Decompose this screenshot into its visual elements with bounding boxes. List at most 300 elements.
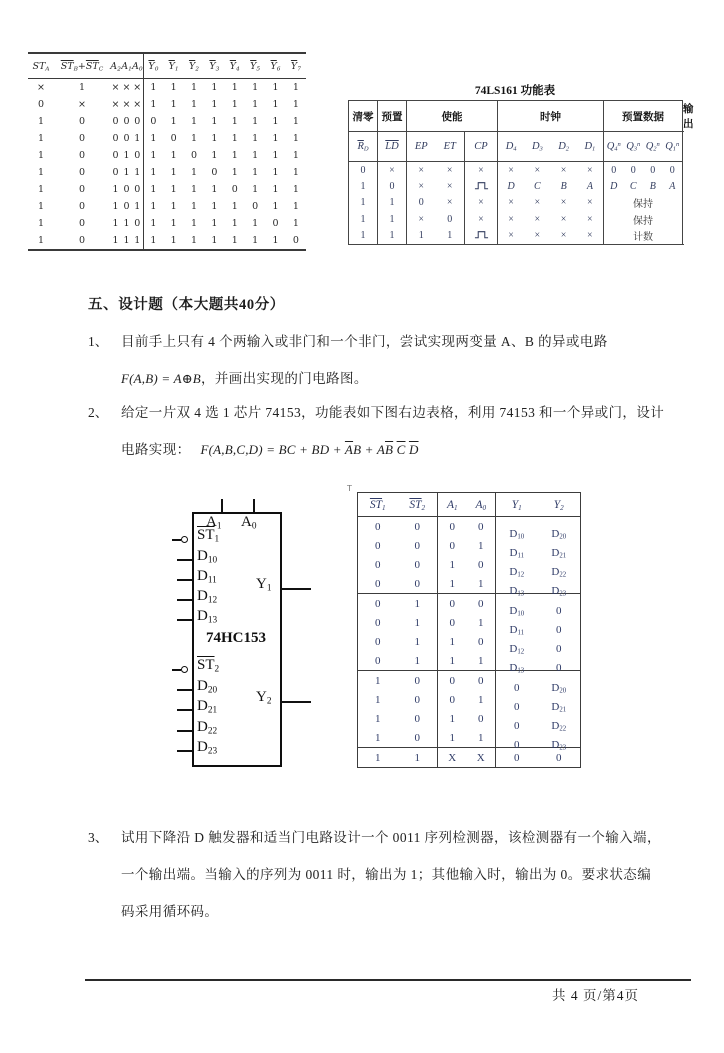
decoder-cell: 1 <box>134 201 141 212</box>
decoder-cell: 1 <box>134 133 141 144</box>
decoder-cell: 0 <box>143 113 163 130</box>
decoder-cell: 1 <box>112 235 119 246</box>
decoder-cell: 1 <box>143 232 163 250</box>
decoder-cell: × <box>122 99 131 110</box>
ls161-group-header: 使能 <box>407 101 498 132</box>
ls161-row <box>349 162 683 179</box>
ls161-cell: × <box>465 162 498 179</box>
decoder-cell: 1 <box>112 184 119 195</box>
ls161-cell: 保持 <box>604 211 683 227</box>
mux-cell: 0 <box>438 690 467 709</box>
q3-text-line1: 试用下降沿 D 触发器和适当门电路设计一个 0011 序列检测器，该检测器有一个输入端， <box>121 830 661 845</box>
ls161-cell: 1 <box>349 195 378 211</box>
decoder-row <box>28 79 306 97</box>
ls161-row <box>349 228 683 245</box>
mux-cell: 1 <box>438 632 467 651</box>
mux-col-header: $Y_1$ <box>496 493 538 517</box>
decoder-cell: 1 <box>37 235 45 246</box>
decoder-cell: 0 <box>231 184 238 195</box>
mux-group <box>358 594 581 675</box>
decoder-cell: 1 <box>211 99 218 110</box>
ls161-group-header: 时钟 <box>498 101 604 132</box>
chip-left-pin <box>177 750 192 752</box>
mux-cell: $D_{22}$ <box>551 719 567 733</box>
mux-cell: 1 <box>438 709 467 728</box>
mux-cell: $D_{13}$ <box>496 651 538 671</box>
mux-group <box>358 671 581 752</box>
decoder-col-header: $\overline{Y}_3$ <box>204 53 224 79</box>
ls161-cell: D C B A <box>498 178 604 194</box>
chip-right-pin <box>280 588 311 590</box>
mux-cell: 1 <box>438 555 467 574</box>
decoder-cell: 1 <box>231 167 238 178</box>
decoder-cell: 1 <box>211 235 218 246</box>
mux-cell: 0 <box>556 642 562 655</box>
mux-cell: $D_{10}$ <box>496 594 538 614</box>
mux-cell: 0 <box>496 728 538 748</box>
mux-cell: 1 <box>478 654 484 667</box>
mux-cell: X <box>438 748 467 768</box>
mux-row <box>358 728 581 748</box>
decoder-row <box>28 130 306 147</box>
mux-cell: 1 <box>398 594 438 614</box>
decoder-cell: 1 <box>170 99 177 110</box>
mux-cell: 0 <box>414 539 420 552</box>
mux-cell: 0 <box>414 693 420 706</box>
decoder-cell: 1 <box>231 235 238 246</box>
decoder-col-header: $\overline{Y}_2$ <box>184 53 204 79</box>
decoder-cell: 1 <box>170 218 177 229</box>
decoder-cell: 1 <box>211 82 218 93</box>
decoder-cell: 1 <box>170 167 177 178</box>
decoder-cell: 1 <box>143 79 163 97</box>
decoder-cell: 1 <box>272 99 279 110</box>
decoder-row <box>28 181 306 198</box>
mux-cell: 0 <box>467 671 496 691</box>
ls161-cell: × <box>465 211 498 227</box>
decoder-cell: 1 <box>211 201 218 212</box>
decoder-cell: 0 <box>78 235 86 246</box>
decoder-cell: 1 <box>292 150 299 161</box>
decoder-col-header: $A_0$ <box>132 53 143 79</box>
chip-left-pin-label: $D_{22}$ <box>197 719 218 737</box>
decoder-cell: 1 <box>231 150 238 161</box>
mux-cell: 1 <box>438 728 467 748</box>
mux-cell: $D_{21}$ <box>551 546 567 560</box>
decoder-cell: 1 <box>252 167 259 178</box>
chip-left-pin-label: $\overline{ST}_2$ <box>197 657 220 675</box>
q1-line2-suffix: ，并画出实现的门电路图。 <box>200 371 368 386</box>
decoder-cell: 0 <box>112 116 119 127</box>
ls161-cell: D C B A <box>604 178 683 194</box>
decoder-cell: × <box>111 99 120 110</box>
mux-cell: 0 <box>414 577 420 590</box>
chip-left-pin-label: $D_{11}$ <box>197 568 217 586</box>
decoder-row <box>28 96 306 113</box>
q2-line2-prefix: 电路实现： <box>121 442 191 457</box>
clock-pulse-icon <box>474 181 489 190</box>
mux-row <box>358 574 581 594</box>
decoder-cell: 1 <box>252 99 259 110</box>
decoder-cell: 0 <box>134 116 141 127</box>
mux-cell: 0 <box>375 558 381 571</box>
decoder-cell: × <box>133 82 142 93</box>
ls161-cell: × × × × <box>498 195 604 211</box>
decoder-col-header: $\overline{Y}_4$ <box>225 53 245 79</box>
decoder-cell: 1 <box>252 82 259 93</box>
mux-row <box>358 709 581 728</box>
ls161-cell: 0 0 0 0 <box>604 162 683 179</box>
mux-cell: $D_{10}$ <box>496 517 538 537</box>
mux-cell: 1 <box>414 616 420 629</box>
decoder-cell: 1 <box>190 99 197 110</box>
ls161-group-header-row: 清零 预置 使能 时钟 预置数据 输出 <box>349 101 683 132</box>
decoder-row <box>28 164 306 181</box>
ls161-cell: × 0 <box>407 211 465 227</box>
mux-cell: 1 <box>414 654 420 667</box>
decoder-cell: 1 <box>190 133 197 144</box>
decoder-row <box>28 147 306 164</box>
mux-col-header: $A_0$ <box>467 493 496 517</box>
decoder-cell: 1 <box>134 235 141 246</box>
decoder-cell: 1 <box>252 184 259 195</box>
decoder-cell: 0 <box>123 201 130 212</box>
ls161-function-table <box>348 100 694 245</box>
mux-cell: 0 <box>496 709 538 728</box>
decoder-col-header: $\overline{Y}_5$ <box>245 53 265 79</box>
decoder-cell: 1 <box>231 133 238 144</box>
ls161-row <box>349 211 683 227</box>
decoder-cell: × <box>111 82 120 93</box>
mux-row <box>358 690 581 709</box>
ls161-cell: 0 <box>349 162 378 179</box>
decoder-cell: × <box>122 82 131 93</box>
mux-group <box>358 517 581 598</box>
mux-cell: 0 <box>414 520 420 533</box>
decoder-cell: 1 <box>37 184 45 195</box>
decoder-col-header: $\overline{Y}_0$ <box>143 53 163 79</box>
mux-cell: 0 <box>438 517 467 537</box>
q2-text-line1: 给定一片双 4 选 1 芯片 74153，功能表如下图右边表格，利用 74153 和一个异或门，设计 <box>121 405 665 420</box>
decoder-cell: 1 <box>292 218 299 229</box>
mux-col-header: $\overline{ST}_2$ <box>398 493 438 517</box>
decoder-cell: 0 <box>78 184 86 195</box>
mux-cell: $D_{13}$ <box>496 574 538 594</box>
ls161-cell: 1 <box>378 211 407 227</box>
mux-cell: $D_{23}$ <box>551 584 567 598</box>
chip-right-pin-label: $Y_2$ <box>256 689 272 707</box>
decoder-cell: 1 <box>143 215 163 232</box>
decoder-cell: × <box>78 99 86 110</box>
decoder-cell: 0 <box>134 218 141 229</box>
decoder-cell: 1 <box>292 82 299 93</box>
ls161-row <box>349 195 683 211</box>
decoder-cell: 0 <box>112 150 119 161</box>
q1-number: 1、 <box>88 334 109 349</box>
decoder-cell: 1 <box>272 150 279 161</box>
mux-cell: 0 <box>438 536 467 555</box>
chip-left-pin-label: $D_{10}$ <box>197 548 218 566</box>
decoder-cell: 0 <box>134 184 141 195</box>
mux-cell: $D_{22}$ <box>551 565 567 579</box>
mux-col-header: $A_1$ <box>438 493 467 517</box>
decoder-cell: 1 <box>211 150 218 161</box>
mux-cell: X <box>467 748 496 768</box>
chip-left-pin <box>177 730 192 732</box>
chip-left-pin-label: $\overline{ST}_1$ <box>197 527 220 545</box>
ls161-cell: × × × × <box>498 228 604 245</box>
mux-cell: 1 <box>375 693 381 706</box>
chip-top-pin <box>221 499 223 512</box>
decoder-row <box>28 113 306 130</box>
decoder-cell: 1 <box>272 235 279 246</box>
chip-left-pin <box>177 689 192 691</box>
mux-row <box>358 594 581 614</box>
mux-cell: 0 <box>375 539 381 552</box>
chip-inverter-bubble <box>181 666 188 673</box>
mux-cell: 1 <box>375 731 381 744</box>
ls161-cell <box>465 228 498 245</box>
mux-cell: 0 <box>375 577 381 590</box>
mux-cell: 0 <box>496 748 538 768</box>
decoder-cell: 1 <box>78 82 86 93</box>
chip-left-pin <box>172 539 181 541</box>
decoder-cell: 0 <box>112 133 119 144</box>
decoder-cell: 1 <box>190 184 197 195</box>
chip-top-pin-label: $A_0$ <box>241 514 257 532</box>
decoder-cell: 1 <box>272 133 279 144</box>
ls161-cell: 0 <box>378 178 407 194</box>
mux-col-header: $\overline{ST}_1$ <box>358 493 398 517</box>
decoder-cell: 1 <box>292 116 299 127</box>
decoder-col-header: $\overline{ST}_B+\overline{ST}_C$ <box>54 53 110 79</box>
ls161-cell: 1 <box>378 195 407 211</box>
decoder-cell: 1 <box>134 167 141 178</box>
mux-cell: 1 <box>414 635 420 648</box>
decoder-header-row <box>28 53 306 79</box>
chip-left-pin-label: $D_{21}$ <box>197 698 218 716</box>
decoder-cell: 1 <box>143 181 163 198</box>
mux-cell: 1 <box>478 616 484 629</box>
decoder-cell: 1 <box>211 116 218 127</box>
ls161-signal-header-row <box>349 132 683 162</box>
decoder-cell: 1 <box>123 235 130 246</box>
mux-cell: 1 <box>438 574 467 594</box>
mux-cell: 0 <box>375 654 381 667</box>
mux-cell: 0 <box>438 613 467 632</box>
decoder-cell: 1 <box>190 116 197 127</box>
mux-header-row <box>358 493 581 517</box>
chip-left-pin <box>177 709 192 711</box>
mux-cell: $D_{23}$ <box>551 738 567 752</box>
chip-name: 74HC153 <box>206 630 266 646</box>
q1-text-line1: 目前手上只有 4 个两输入或非门和一个非门，尝试实现两变量 A、B 的异或电路 <box>121 334 608 349</box>
mux-row <box>358 671 581 691</box>
mux-cell: 0 <box>467 594 496 614</box>
ls161-cell: 计数 <box>604 228 683 245</box>
mux-cell: 1 <box>358 671 398 691</box>
decoder-cell: 1 <box>211 184 218 195</box>
mux-cell: $D_{12}$ <box>496 632 538 651</box>
decoder-col-header: $\overline{Y}_1$ <box>163 53 183 79</box>
decoder-cell: 1 <box>252 150 259 161</box>
decoder-cell: 1 <box>112 201 119 212</box>
mux-function-table <box>357 492 581 768</box>
page-number: 共 4 页/第4页 <box>552 988 640 1003</box>
mux-cell: 1 <box>438 651 467 671</box>
mux-cell: 0 <box>538 594 581 614</box>
decoder-col-header: $\overline{Y}_7$ <box>286 53 306 79</box>
decoder-cell: 1 <box>170 201 177 212</box>
decoder-cell: 1 <box>37 150 45 161</box>
decoder-cell: 1 <box>252 116 259 127</box>
decoder-row <box>28 232 306 250</box>
decoder-cell: 1 <box>231 82 238 93</box>
chip-left-pin <box>177 619 192 621</box>
ls161-cell: 1 <box>349 178 378 194</box>
decoder-cell: 1 <box>190 82 197 93</box>
decoder-cell: 0 <box>292 235 299 246</box>
mux-cell: 1 <box>478 731 484 744</box>
ls161-group-header: 预置数据 <box>604 101 683 132</box>
mux-cell: 0 <box>496 690 538 709</box>
decoder-cell: 1 <box>292 167 299 178</box>
mux-cell: 0 <box>398 671 438 691</box>
ls161-group-header: 清零 <box>349 101 378 132</box>
mux-row <box>358 651 581 671</box>
mux-row <box>358 613 581 632</box>
mux-cell: 0 <box>438 594 467 614</box>
mux-cell: $D_{11}$ <box>496 613 538 632</box>
decoder-cell: 1 <box>231 218 238 229</box>
decoder-cell: 0 <box>190 150 197 161</box>
decoder-cell: 0 <box>211 167 218 178</box>
mux-cell: 0 <box>438 671 467 691</box>
decoder-cell: 1 <box>292 99 299 110</box>
mux-cell: 0 <box>375 616 381 629</box>
decoder-cell: 1 <box>272 82 279 93</box>
decoder-cell: 0 <box>170 133 177 144</box>
ls161-group-header: 预置 <box>378 101 407 132</box>
decoder-cell: 0 <box>78 116 86 127</box>
decoder-cell: 1 <box>272 184 279 195</box>
decoder-cell: 1 <box>143 130 163 147</box>
mux-col-header: $Y_2$ <box>538 493 581 517</box>
ls161-cell: × <box>378 162 407 179</box>
mux-cell: 0 <box>496 671 538 691</box>
decoder-row <box>28 215 306 232</box>
ls161-cell: 1 <box>349 211 378 227</box>
ls161-cell: × × <box>407 162 465 179</box>
mux-cell: 0 <box>414 712 420 725</box>
decoder-cell: 1 <box>211 218 218 229</box>
mux-cell: 0 <box>556 661 562 674</box>
decoder-cell: 1 <box>292 201 299 212</box>
chip-right-pin-label: $Y_1$ <box>256 576 272 594</box>
decoder-cell: 0 <box>252 201 259 212</box>
decoder-cell: 0 <box>112 167 119 178</box>
ls161-cell: × × × × <box>498 162 604 179</box>
mux-cell: 0 <box>538 748 581 768</box>
decoder-truth-table <box>28 52 306 251</box>
chip-top-pin-label: $A_1$ <box>206 514 222 532</box>
ls161-cell: × <box>465 195 498 211</box>
chip-inverter-bubble <box>181 536 188 543</box>
mux-cell: 0 <box>478 635 484 648</box>
chip-left-pin <box>177 559 192 561</box>
decoder-cell: 0 <box>78 218 86 229</box>
decoder-cell: 1 <box>190 201 197 212</box>
chip-top-pin <box>253 499 255 512</box>
mux-cell: 0 <box>414 558 420 571</box>
decoder-cell: × <box>133 99 142 110</box>
decoder-cell: 1 <box>292 133 299 144</box>
decoder-cell: 0 <box>78 150 86 161</box>
mux-cell: 0 <box>375 520 381 533</box>
ls161-cell: 1 <box>349 228 378 245</box>
decoder-col-header: $A_2$ <box>110 53 121 79</box>
decoder-cell: 1 <box>170 150 177 161</box>
q1-text-line2 <box>121 367 368 387</box>
mux-cell: 0 <box>556 623 562 636</box>
chip-right-pin <box>280 701 311 703</box>
mux-cell: 0 <box>478 712 484 725</box>
decoder-cell: 1 <box>272 167 279 178</box>
decoder-cell: 1 <box>231 99 238 110</box>
decoder-col-header: $ST_A$ <box>28 53 54 79</box>
ls161-row <box>349 178 683 194</box>
ls161-cell: × × × × <box>498 211 604 227</box>
section-heading: 五、设计题（本大题共40分） <box>88 297 285 313</box>
decoder-col-header: $\overline{Y}_6$ <box>265 53 285 79</box>
decoder-cell: 1 <box>170 184 177 195</box>
chip-left-pin <box>177 579 192 581</box>
chip-left-pin <box>172 669 181 671</box>
mux-cell: 1 <box>478 539 484 552</box>
chip-left-pin-label: $D_{12}$ <box>197 588 218 606</box>
mux-cell: 1 <box>398 748 438 768</box>
mux-row <box>358 632 581 651</box>
decoder-cell: 1 <box>252 133 259 144</box>
decoder-cell: 1 <box>37 133 45 144</box>
ls161-cell: 0 × <box>407 195 465 211</box>
ls161-cell: 保持 <box>604 195 683 211</box>
chip-left-pin <box>177 599 192 601</box>
ls161-signal-header: $\overline{LD}$ <box>378 132 407 162</box>
decoder-cell: 1 <box>112 218 119 229</box>
decoder-cell: 1 <box>292 184 299 195</box>
mux-row <box>358 517 581 537</box>
decoder-cell: 1 <box>190 218 197 229</box>
decoder-cell: 1 <box>143 147 163 164</box>
chip-left-pin-label: $D_{13}$ <box>197 608 218 626</box>
mux-cell: $D_{11}$ <box>496 536 538 555</box>
ls161-signal-header: $D_4$ $D_3$ $D_2$ $D_1$ <box>498 132 604 162</box>
mux-cell: $D_{20}$ <box>538 671 581 691</box>
decoder-cell: 1 <box>190 235 197 246</box>
q3-number: 3、 <box>88 830 109 845</box>
decoder-cell: 1 <box>231 116 238 127</box>
mux-cell: $D_{21}$ <box>551 700 567 714</box>
decoder-cell: 1 <box>252 218 259 229</box>
decoder-cell: 1 <box>123 218 130 229</box>
decoder-cell: 1 <box>231 201 238 212</box>
decoder-cell: 1 <box>37 218 45 229</box>
mux-formula: F(A,B,C,D) = BC + BD + $\overline{A}B + A\overline{B}$ $\overline{C}$ $\overline{D}$ <box>200 442 419 457</box>
decoder-cell: 0 <box>134 150 141 161</box>
mux-cell: $D_{20}$ <box>551 527 567 541</box>
ls161-cell: 1 <box>378 228 407 245</box>
